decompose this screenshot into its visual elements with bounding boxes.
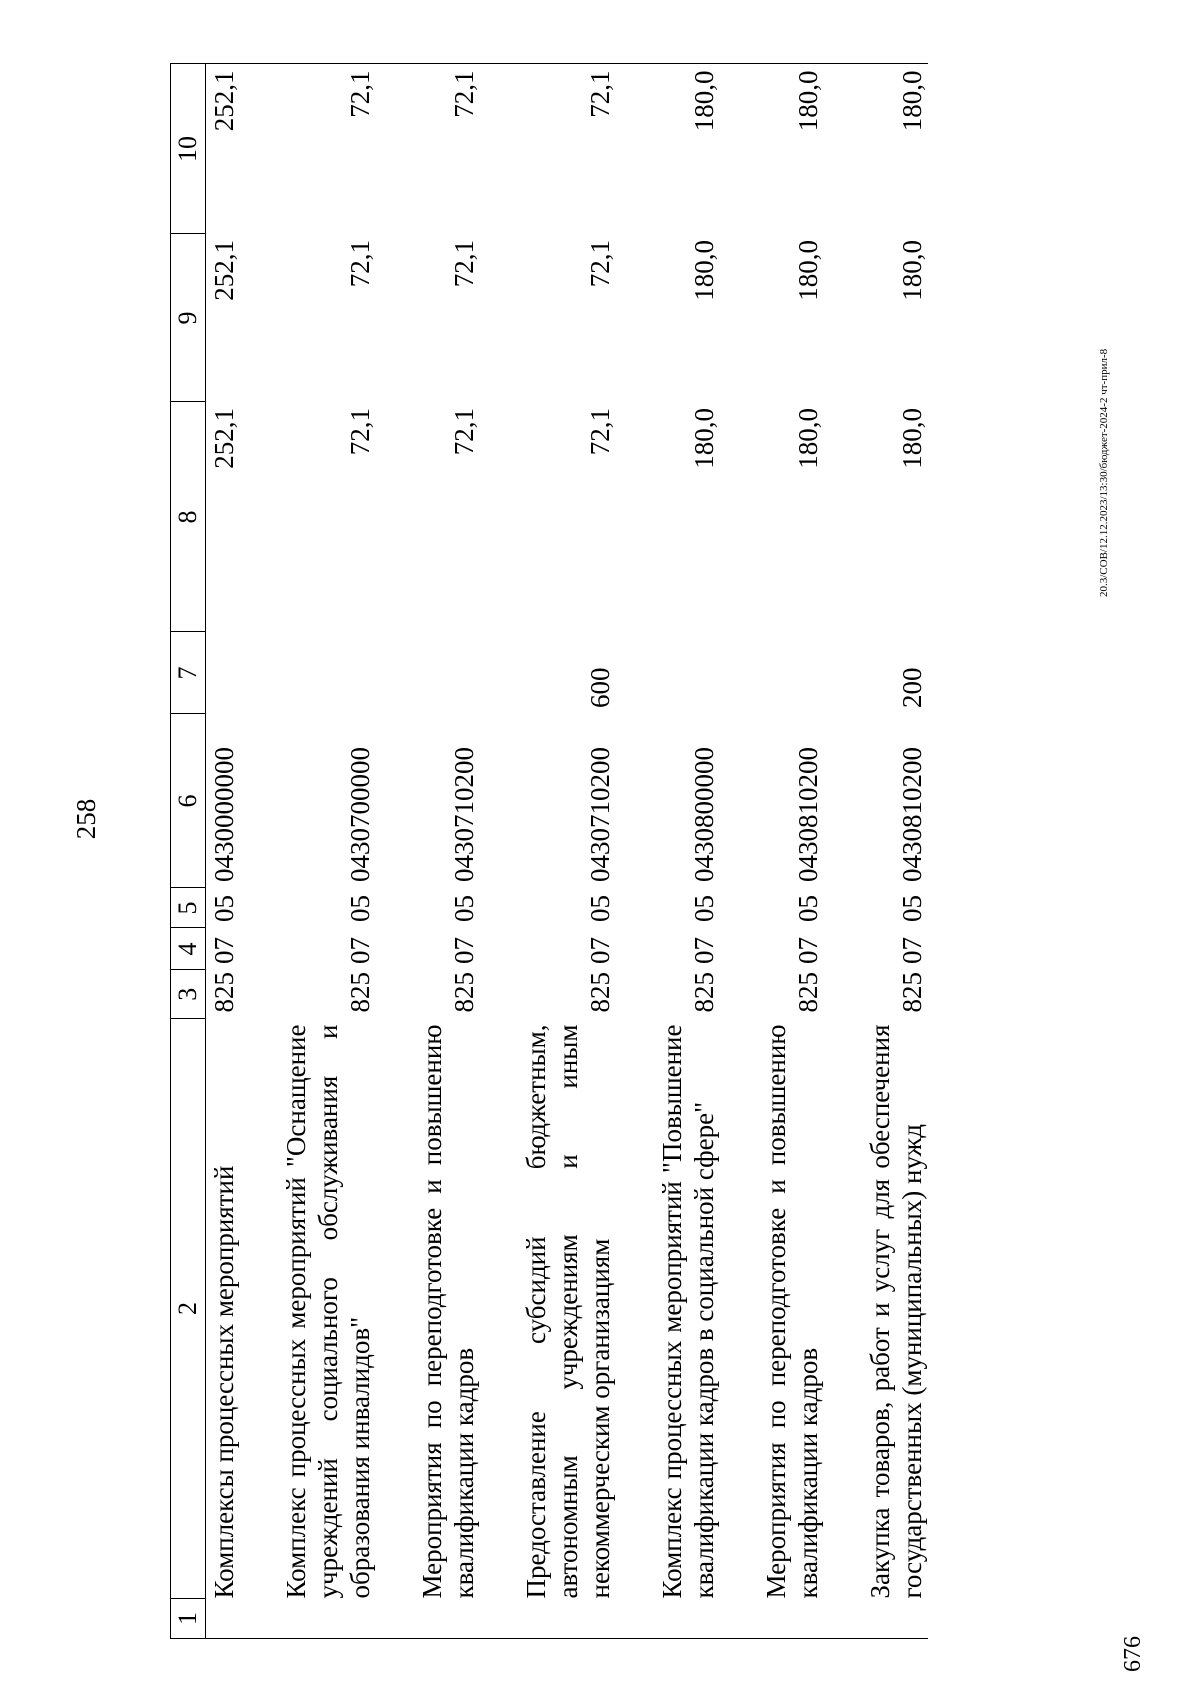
cell-c7 [760, 632, 824, 714]
cell-c3: 825 [793, 972, 823, 1013]
cell-c6: 0430710200 [585, 747, 615, 882]
cell-c8: 180,0 [689, 408, 719, 469]
cell-c3: 825 [689, 972, 719, 1013]
row-name: Мероприятия по переподготовке и повышению квалификации кадров [417, 1024, 479, 1599]
cell-c7: 600 [585, 667, 615, 708]
cell-c6: 0430810200 [897, 747, 927, 882]
table-row [206, 64, 241, 1639]
row-name: Комплекс процессных мероприятий "Повышение квалификации кадров в социальной сфере" [657, 1024, 719, 1599]
column-header: 7 [171, 632, 206, 714]
row-name: Предоставление субсидий бюджетным, автономным учреждениям и иным некоммерческим организациям [521, 1024, 615, 1599]
cell-c9: 180,0 [689, 240, 719, 301]
column-header: 10 [171, 64, 206, 234]
cell-c6: 0430700000 [345, 747, 375, 882]
cell-c4: 07 [585, 937, 615, 964]
cell-c7 [280, 632, 376, 714]
column-header: 9 [171, 234, 206, 402]
cell-c9: 180,0 [793, 240, 823, 301]
cell-c10: 180,0 [656, 64, 720, 234]
cell-c5: 05 [689, 895, 719, 922]
cell-c4: 07 [209, 937, 239, 964]
sheet-number: 676 [1120, 1636, 1146, 1672]
cell-c10: 72,1 [416, 64, 480, 234]
cell-c10: 180,0 [760, 64, 824, 234]
cell-c5: 05 [585, 895, 615, 922]
cell-c3: 825 [897, 972, 927, 1013]
cell-c7 [656, 632, 720, 714]
cell-c10: 72,1 [520, 64, 616, 234]
row-name: Комплексы процессных мероприятий [209, 1165, 239, 1599]
cell-c9: 72,1 [449, 240, 479, 288]
cell-c3: 825 [585, 972, 615, 1013]
cell-c8: 180,0 [897, 408, 927, 469]
cell-c8: 252,1 [209, 408, 239, 469]
cell-c10: 72,1 [280, 64, 376, 234]
cell-c8: 72,1 [585, 408, 615, 456]
footer-code: 20.3/СОВ/12.12.2023/13:30/бюджет-2024-2 чт-прил-8 [1098, 348, 1110, 597]
table-row [864, 64, 928, 1639]
cell-c10: 252,1 [206, 64, 241, 234]
cell-c9: 252,1 [209, 240, 239, 301]
cell-c4: 07 [689, 937, 719, 964]
table-row [760, 64, 824, 1639]
row-name: Закупка товаров, работ и услуг для обеспечения государственных (муниципальных) нужд [865, 1024, 927, 1599]
row-name: Комплекс процессных мероприятий "Оснащение учреждений социального обслуживания и образования инвалидов" [281, 1024, 375, 1599]
column-header: 4 [171, 928, 206, 970]
cell-c8: 72,1 [449, 408, 479, 456]
cell-c5: 05 [897, 895, 927, 922]
column-header: 2 [171, 1019, 206, 1599]
cell-c3: 825 [449, 972, 479, 1013]
cell-c10: 180,0 [864, 64, 928, 234]
cell-c3: 825 [345, 972, 375, 1013]
column-header: 6 [171, 714, 206, 888]
cell-c6: 0430000000 [209, 747, 239, 882]
table-row [656, 64, 720, 1639]
column-header: 3 [171, 970, 206, 1019]
cell-c6: 0430800000 [689, 747, 719, 882]
cell-c9: 180,0 [897, 240, 927, 301]
row-name: Мероприятия по переподготовке и повышению квалификации кадров [761, 1024, 823, 1599]
cell-c4: 07 [897, 937, 927, 964]
cell-c6: 0430710200 [449, 747, 479, 882]
cell-c6: 0430810200 [793, 747, 823, 882]
cell-c8: 72,1 [345, 408, 375, 456]
cell-c5: 05 [449, 895, 479, 922]
cell-c8: 180,0 [793, 408, 823, 469]
cell-c9: 72,1 [585, 240, 615, 288]
budget-table [170, 64, 928, 1640]
cell-c4: 07 [449, 937, 479, 964]
cell-c9: 72,1 [345, 240, 375, 288]
page-number: 258 [71, 798, 101, 840]
cell-c5: 05 [345, 895, 375, 922]
table-row [520, 64, 616, 1639]
cell-c7: 200 [897, 667, 927, 708]
cell-c5: 05 [793, 895, 823, 922]
column-header: 8 [171, 402, 206, 632]
table-row [280, 64, 376, 1639]
cell-c5: 05 [209, 895, 239, 922]
cell-c7 [206, 632, 241, 714]
table-header-row [171, 64, 206, 1639]
cell-c3: 825 [209, 972, 239, 1013]
column-header: 5 [171, 888, 206, 928]
table-row [416, 64, 480, 1639]
column-header: 1 [171, 1599, 206, 1639]
cell-c4: 07 [345, 937, 375, 964]
cell-c7 [416, 632, 480, 714]
cell-c4: 07 [793, 937, 823, 964]
